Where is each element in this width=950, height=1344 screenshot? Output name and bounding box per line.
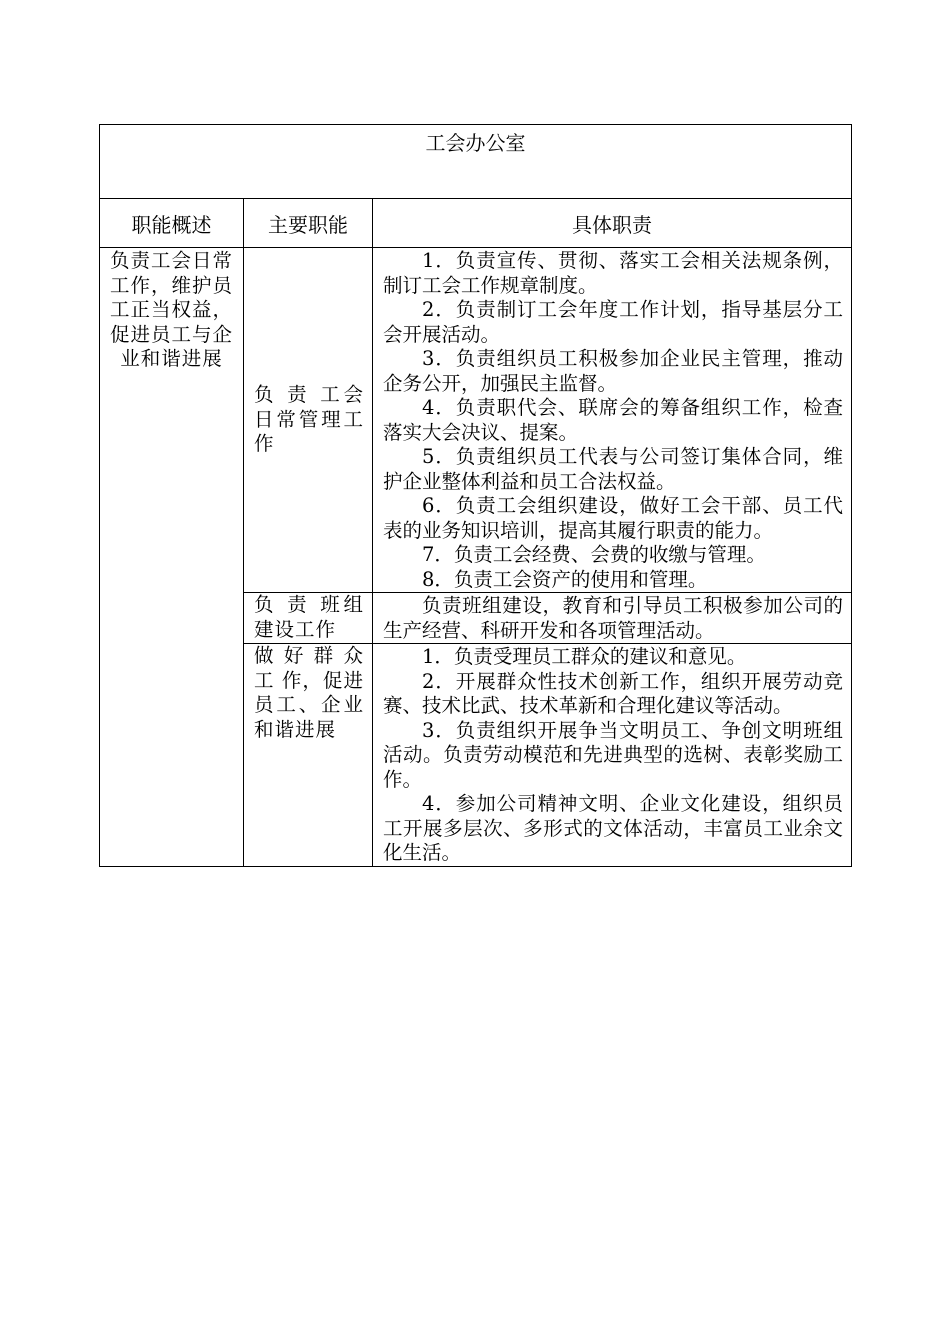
function-cell: 负 责 工会日常管理工作	[244, 248, 373, 593]
duties-cell	[373, 593, 852, 644]
duty-item: 4．负责职代会、联席会的筹备组织工作，检查落实大会决议、提案。	[383, 396, 844, 444]
header-duties: 具体职责	[373, 199, 852, 248]
header-overview: 职能概述	[100, 199, 244, 248]
header-main-function: 主要职能	[244, 199, 373, 248]
header-row	[100, 199, 852, 248]
duty-item: 3．负责组织开展争当文明员工、争创文明班组活动。负责劳动模范和先进典型的选树、表彰奖励工作。	[383, 718, 844, 791]
function-cell: 负 责 班组建设工作	[244, 593, 373, 644]
duty-item: 6．负责工会组织建设，做好工会干部、员工代表的业务知识培训，提高其履行职责的能力。	[383, 494, 844, 542]
duty-item: 4．参加公司精神文明、企业文化建设，组织员工开展多层次、多形式的文体活动，丰富员工业余文化生活。	[383, 792, 844, 864]
duty-item: 负责班组建设，教育和引导员工积极参加公司的生产经营、科研开发和各项管理活动。	[383, 594, 844, 642]
table-row	[100, 248, 852, 593]
duty-item: 8．负责工会资产的使用和管理。	[422, 567, 708, 591]
overview-cell	[100, 248, 244, 867]
duty-item: 1．负责宣传、贯彻、落实工会相关法规条例，制订工会工作规章制度。	[383, 249, 844, 297]
duties-cell	[373, 248, 852, 593]
duty-item: 2．负责制订工会年度工作计划，指导基层分工会开展活动。	[383, 298, 844, 346]
duty-item: 7．负责工会经费、会费的收缴与管理。	[422, 543, 766, 566]
duty-table	[99, 124, 852, 867]
duty-item: 3．负责组织员工积极参加企业民主管理，推动企务公开，加强民主监督。	[383, 347, 844, 395]
table-title: 工会办公室	[100, 125, 852, 199]
function-cell: 做 好 群 众 工 作，促进员工、企业和谐进展	[244, 644, 373, 867]
title-row	[100, 125, 852, 199]
overview-text: 负责工会日常工作，维护员工正当权益，促进员工与企业和谐进展	[110, 249, 234, 370]
duty-item: 5．负责组织员工代表与公司签订集体合同，维护企业整体利益和员工合法权益。	[383, 445, 844, 493]
duty-item: 2．开展群众性技术创新工作，组织开展劳动竞赛、技术比武、技术革新和合理化建议等活动。	[383, 669, 844, 717]
duties-cell	[373, 644, 852, 867]
duty-item: 1．负责受理员工群众的建议和意见。	[422, 645, 747, 668]
